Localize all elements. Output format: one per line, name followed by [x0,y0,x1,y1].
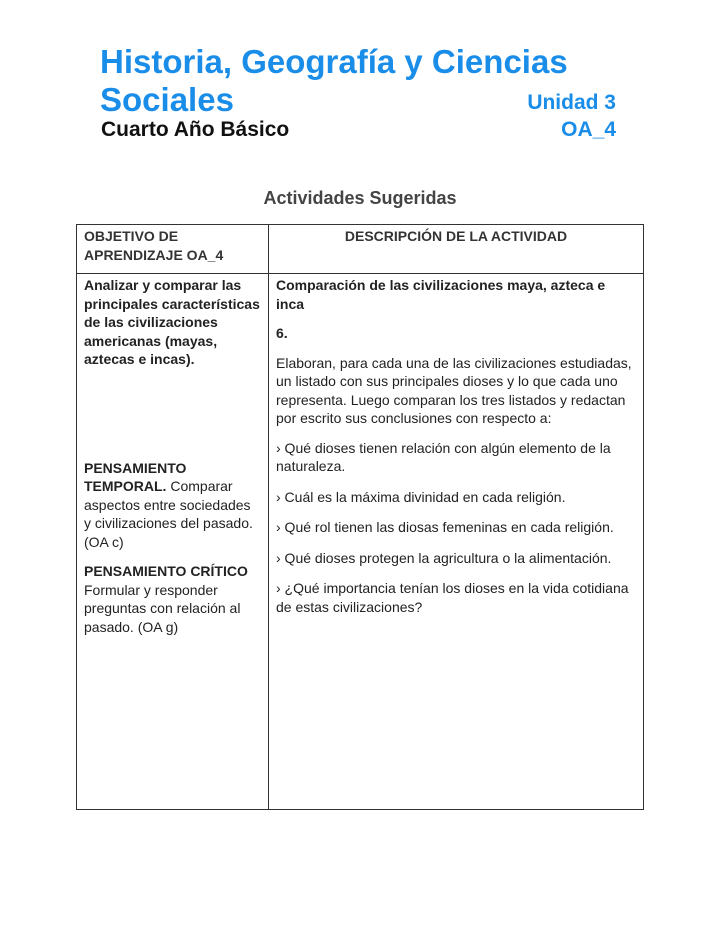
skill-label: PENSAMIENTO CRÍTICO [84,563,248,579]
section-title: Actividades Sugeridas [263,188,457,208]
activities-table [76,224,644,810]
grade-label: Cuarto Año Básico [101,118,290,141]
question-item: › Qué dioses tienen relación con algún elemento de la naturaleza. [276,439,611,474]
col2-header: DESCRIPCIÓN DE LA ACTIVIDAD [269,225,644,274]
skill-text: Formular y responder preguntas con relación al pasado. (OA g) [84,581,241,635]
question-item: › ¿Qué importancia tenían los dioses en la vida cotidiana de estas civilizaciones? [276,580,629,615]
activity-number: 6. [276,325,288,341]
question-item: › Qué rol tienen las diosas femeninas en cada religión. [276,519,614,535]
question-item: › Cuál es la máxima divinidad en cada religión. [276,488,566,505]
oa-label: OA_4 [561,118,616,141]
activity-intro: Elaboran, para cada una de las civilizaciones estudiadas, un listado con sus principales dioses y lo que cada uno representa. Luego comparan los tres listados y redactan por escrito sus conclusiones con respecto a: [276,354,632,426]
activity-title: Comparación de las civilizaciones maya, azteca e inca [276,277,606,312]
objective-cell [77,274,269,810]
col1-header: OBJETIVO DE APRENDIZAJE OA_4 [77,225,269,274]
activity-cell [269,274,644,810]
unit-label: Unidad 3 [527,91,616,114]
skill-temporal [84,459,261,552]
table-header-row [77,225,644,274]
table-row [77,274,644,810]
skill-label: PENSAMIENTO TEMPORAL. [84,459,187,494]
document-title: Historia, Geografía y Ciencias Sociales [100,43,568,118]
skill-text: Comparar aspectos entre sociedades y civilizaciones del pasado. (OA c) [84,478,253,550]
question-item: › Qué dioses protegen la agricultura o la alimentación. [276,549,612,566]
skill-critico [84,562,261,636]
objective-text: Analizar y comparar las principales características de las civilizaciones americanas (mayas, aztecas e incas). [84,277,260,367]
